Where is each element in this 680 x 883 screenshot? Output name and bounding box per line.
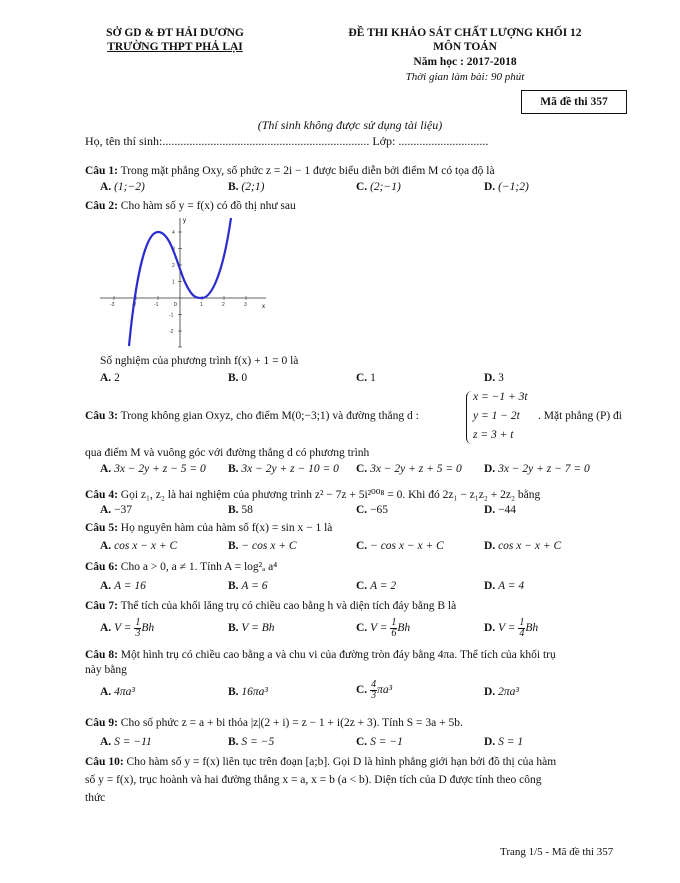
question-3-line2: qua điểm M và vuông góc với đường thẳng d có phương trình bbox=[85, 447, 370, 459]
q6-option-c[interactable]: C. A = 2 bbox=[356, 580, 397, 592]
question-label: Câu 2: bbox=[85, 200, 118, 212]
q8-option-b[interactable]: B. 16πa³ bbox=[228, 686, 268, 698]
question-text: Cho hàm số y = f(x) có đồ thị như sau bbox=[120, 200, 296, 212]
equation-y: y = 1 − 2t bbox=[473, 410, 520, 422]
y-tick-label: -1 bbox=[169, 312, 174, 319]
question-8-line2: này bằng bbox=[85, 664, 127, 676]
q5-option-c[interactable]: C. − cos x − x + C bbox=[356, 540, 444, 552]
equation-x: x = −1 + 3t bbox=[473, 391, 528, 403]
question-label: Câu 10: bbox=[85, 756, 124, 768]
question-label: Câu 7: bbox=[85, 600, 118, 612]
q8-option-d[interactable]: D. 2πa³ bbox=[484, 686, 519, 698]
question-label: Câu 1: bbox=[85, 165, 118, 177]
question-3-tail: . Mặt phẳng (P) đi bbox=[538, 410, 623, 422]
question-text: Cho a > 0, a ≠ 1. Tính A = log²ₐ a⁴ bbox=[120, 561, 278, 573]
fraction: $\frac{4}{3}$ bbox=[371, 679, 377, 701]
x-tick-label: 3 bbox=[244, 302, 247, 308]
fraction: $\frac{1}{3}$ bbox=[135, 617, 141, 639]
q4-option-d[interactable]: D. −44 bbox=[484, 504, 517, 516]
school-year: Năm học : 2017-2018 bbox=[413, 56, 517, 68]
x-tick-label: -3 bbox=[110, 302, 115, 308]
department-name: SỞ GD & ĐT HẢI DƯƠNG bbox=[106, 27, 244, 39]
question-1 bbox=[85, 165, 495, 177]
student-name-line: Họ, tên thí sinh:..................................................................... Lớp: .............................. bbox=[85, 134, 489, 148]
q6-option-a[interactable]: A. A = 16 bbox=[100, 580, 146, 592]
q3-option-c[interactable]: C. 3x − 2y + z + 5 = 0 bbox=[356, 463, 462, 475]
q2-option-b[interactable]: B. 0 bbox=[228, 372, 248, 384]
question-8 bbox=[85, 649, 556, 661]
no-materials-note: (Thí sinh không được sử dụng tài liệu) bbox=[257, 118, 443, 132]
question-3 bbox=[85, 410, 419, 422]
question-text: Cho hàm số y = f(x) liên tục trên đoạn [a;b]. Gọi D là hình phẳng giới hạn bởi đồ thị của hàm bbox=[126, 756, 557, 768]
q1-option-a[interactable]: A. (1;−2) bbox=[100, 181, 145, 193]
y-axis-label: y bbox=[183, 218, 186, 224]
question-10 bbox=[85, 756, 556, 768]
q2-option-c[interactable]: C. 1 bbox=[356, 372, 376, 384]
x-tick-label: 1 bbox=[200, 302, 203, 308]
q9-option-a[interactable]: A. S = −11 bbox=[100, 736, 152, 748]
q7-option-a[interactable]: A. V = $\frac{1}{3}$ Bh bbox=[100, 617, 155, 639]
system-brace bbox=[466, 391, 472, 444]
q6-option-d[interactable]: D. A = 4 bbox=[484, 580, 525, 592]
q4-option-a[interactable]: A. −37 bbox=[100, 504, 133, 516]
origin-label: 0 bbox=[174, 302, 177, 308]
fraction: $\frac{1}{4}$ bbox=[519, 617, 525, 639]
question-5 bbox=[85, 522, 332, 534]
x-tick-label: 2 bbox=[222, 302, 225, 308]
y-tick-label: 2 bbox=[172, 263, 175, 269]
q3-option-a[interactable]: A. 3x − 2y + z − 5 = 0 bbox=[100, 463, 206, 475]
q7-option-b[interactable]: B. V = Bh bbox=[228, 622, 275, 634]
equation-z: z = 3 + t bbox=[473, 429, 514, 441]
question-text: Một hình trụ có chiều cao bằng a và chu vi của đường tròn đáy bằng 4πa. Thể tích của khối trụ bbox=[120, 649, 556, 661]
y-tick-label: 3 bbox=[172, 246, 175, 253]
q4-option-c[interactable]: C. −65 bbox=[356, 504, 389, 516]
question-label: Câu 6: bbox=[85, 561, 118, 573]
y-tick-label: 1 bbox=[172, 279, 175, 286]
question-text: Gọi z₁, z₂ là hai nghiệm của phương trình z² − 7z + 5i²⁰⁰⁸ = 0. Khi đó 2z₁ − z₁z₂ + 2z₂ bằng bbox=[120, 489, 541, 501]
q9-option-b[interactable]: B. S = −5 bbox=[228, 736, 275, 748]
y-tick-label: 4 bbox=[172, 230, 175, 236]
x-axis-label: x bbox=[262, 304, 265, 310]
x-tick-label: -1 bbox=[154, 302, 159, 308]
q2-subquestion: Số nghiệm của phương trình f(x) + 1 = 0 là bbox=[100, 355, 299, 367]
x-tick-label: -2 bbox=[132, 302, 137, 308]
school-name: TRƯỜNG THPT PHẢ LẠI bbox=[107, 41, 243, 53]
question-text: Trong mặt phẳng Oxy, số phức z = 2i − 1 được biểu diễn bởi điểm M có tọa độ là bbox=[120, 165, 495, 177]
question-text: Trong không gian Oxyz, cho điểm M(0;−3;1) và đường thẳng d : bbox=[120, 410, 419, 422]
q1-option-c[interactable]: C. (2;−1) bbox=[356, 181, 401, 193]
question-label: Câu 8: bbox=[85, 649, 118, 661]
exam-code-box: Mã đề thi 357 bbox=[521, 90, 627, 114]
q6-option-b[interactable]: B. A = 6 bbox=[228, 580, 268, 592]
question-label: Câu 9: bbox=[85, 717, 118, 729]
question-text: Cho số phức z = a + bi thỏa |z|(2 + i) = z − 1 + i(2z + 3). Tính S = 3a + 5b. bbox=[120, 717, 463, 729]
q5-option-a[interactable]: A. cos x − x + C bbox=[100, 540, 178, 552]
question-label: Câu 4: bbox=[85, 489, 118, 501]
q2-option-d[interactable]: D. 3 bbox=[484, 372, 504, 384]
subject-title: MÔN TOÁN bbox=[433, 41, 497, 53]
q7-option-d[interactable]: D. V = $\frac{1}{4}$ Bh bbox=[484, 617, 539, 639]
q1-option-b[interactable]: B. (2;1) bbox=[228, 181, 265, 193]
exam-title: ĐỀ THI KHẢO SÁT CHẤT LƯỢNG KHỐI 12 bbox=[348, 27, 582, 39]
question-4 bbox=[85, 487, 540, 501]
q9-option-d[interactable]: D. S = 1 bbox=[484, 736, 524, 748]
q3-option-b[interactable]: B. 3x − 2y + z − 10 = 0 bbox=[228, 463, 339, 475]
q9-option-c[interactable]: C. S = −1 bbox=[356, 736, 403, 748]
exam-duration: Thời gian làm bài: 90 phút bbox=[405, 71, 525, 83]
q8-option-a[interactable]: A. 4πa³ bbox=[100, 686, 135, 698]
y-tick-label: -2 bbox=[169, 329, 174, 335]
question-9 bbox=[85, 717, 463, 729]
q5-option-d[interactable]: D. cos x − x + C bbox=[484, 540, 562, 552]
q2-option-a[interactable]: A. 2 bbox=[100, 372, 120, 384]
question-7 bbox=[85, 600, 456, 612]
q5-option-b[interactable]: B. − cos x + C bbox=[228, 540, 297, 552]
question-10-line2: số y = f(x), trục hoành và hai đường thẳng x = a, x = b (a < b). Diện tích của D được tính theo công bbox=[85, 774, 542, 786]
line-equation-system bbox=[473, 388, 528, 445]
question-label: Câu 5: bbox=[85, 522, 118, 534]
q4-option-b[interactable]: B. 58 bbox=[228, 504, 253, 516]
q1-option-d[interactable]: D. (−1;2) bbox=[484, 181, 529, 193]
function-graph bbox=[98, 214, 270, 350]
question-text: Họ nguyên hàm của hàm số f(x) = sin x − 1 là bbox=[120, 522, 333, 534]
page-footer: Trang 1/5 - Mã đề thi 357 bbox=[500, 846, 614, 858]
question-label: Câu 3: bbox=[85, 410, 118, 422]
question-6 bbox=[85, 561, 277, 573]
question-10-line3: thức bbox=[85, 792, 106, 804]
q3-option-d[interactable]: D. 3x − 2y + z − 7 = 0 bbox=[484, 463, 590, 475]
question-2 bbox=[85, 200, 296, 212]
fraction: $\frac{1}{6}$ bbox=[391, 617, 397, 639]
q7-option-c[interactable]: C. V = $\frac{1}{6}$ Bh bbox=[356, 617, 411, 639]
question-text: Thể tích của khối lăng trụ có chiều cao bằng h và diện tích đáy bằng B là bbox=[120, 600, 457, 612]
q8-option-c[interactable]: C. $\frac{4}{3}$ πa³ bbox=[356, 679, 393, 701]
